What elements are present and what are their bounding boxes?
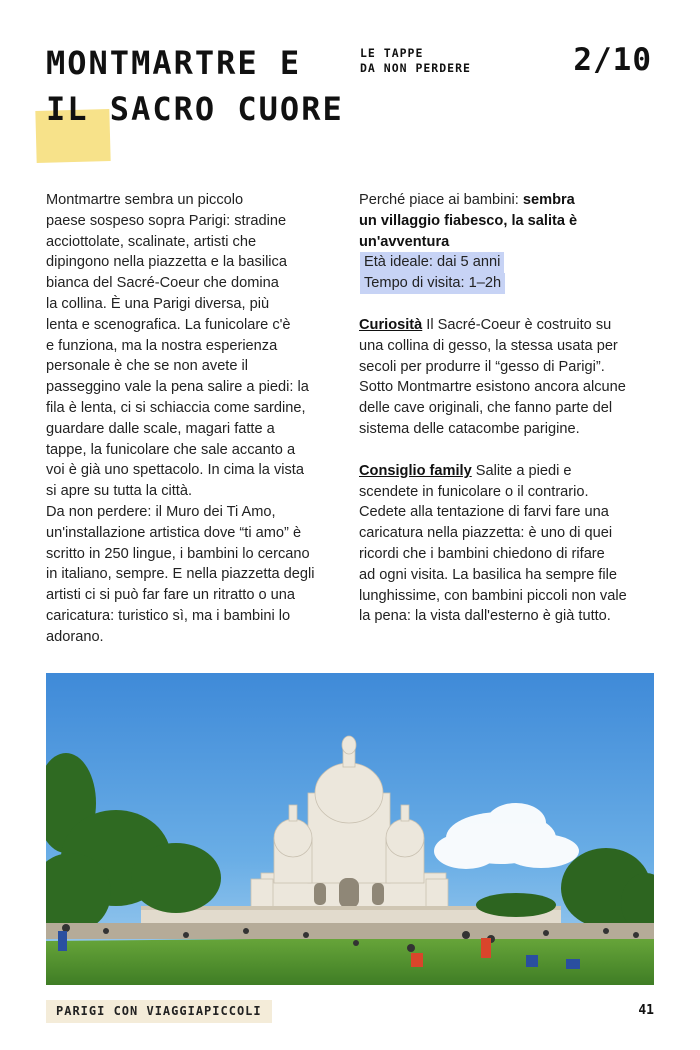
section-label-line-2: DA NON PERDERE bbox=[360, 61, 471, 75]
text-line: caricatura: turistico sì, ma i bambini lo bbox=[46, 607, 291, 624]
section-label bbox=[360, 46, 471, 76]
curiosity-label: Curiosità bbox=[359, 316, 423, 333]
sacre-coeur-photo bbox=[46, 673, 654, 985]
curiosity-line: Sotto Montmartre esistono ancora alcune bbox=[359, 379, 626, 396]
text-line: paese sospeso sopra Parigi: stradine bbox=[46, 212, 287, 229]
text-line: fila è lenta, ci si schiaccia come sardine, bbox=[46, 399, 306, 416]
text-line: voi è già uno spettacolo. In cima la vista bbox=[46, 462, 304, 479]
tip-line: ad ogni visita. La basilica ha sempre file bbox=[359, 566, 617, 583]
title-line-2: IL SACRO CUORE bbox=[46, 90, 344, 128]
tip-line: Consiglio family Salite a piedi e bbox=[359, 462, 572, 479]
ideal-age-badge: Età ideale: dai 5 anni bbox=[360, 252, 504, 273]
stage-counter: 2/10 bbox=[573, 42, 652, 78]
tip-line: Cedete alla tentazione di farvi fare una bbox=[359, 504, 609, 521]
text-line: e funziona, ma la nostra esperienza bbox=[46, 337, 278, 354]
tip-line: caricatura nella piazzetta: è uno di quei bbox=[359, 525, 613, 542]
why-kids-like-it bbox=[359, 190, 659, 211]
why-reason-line: un villaggio fiabesco, la salita è bbox=[359, 212, 578, 229]
page-title bbox=[46, 40, 344, 132]
title-line-1: MONTMARTRE E bbox=[46, 44, 302, 82]
tip-line: lunghissime, con bambini piccoli non vale bbox=[359, 587, 627, 604]
visit-time-badge: Tempo di visita: 1–2h bbox=[360, 273, 505, 294]
curiosity-line: una collina di gesso, la stessa usata per bbox=[359, 337, 618, 354]
why-intro: Perché piace ai bambini: bbox=[359, 192, 523, 208]
why-reason-line: sembra bbox=[522, 192, 575, 208]
text-line: passeggino vale la pena salire a piedi: la bbox=[46, 379, 309, 396]
text-line: tappe, la funicolare che sale accanto a bbox=[46, 441, 296, 458]
text-line: scritto in 250 lingue, i bambini lo cercano bbox=[46, 545, 310, 562]
text-line: in italiano, sempre. E nella piazzetta degli bbox=[46, 566, 315, 583]
intro-text-column bbox=[46, 190, 342, 648]
text-line: artisti ci si può far fare un ritratto o una bbox=[46, 587, 296, 604]
text-line: dipingono nella piazzetta e la basilica bbox=[46, 254, 287, 271]
text-line: lenta e scenografica. La funicolare c'è bbox=[46, 316, 291, 333]
text-line: la collina. È una Parigi diversa, più bbox=[46, 295, 270, 312]
family-tip-label: Consiglio family bbox=[359, 462, 472, 479]
info-column bbox=[359, 190, 659, 627]
section-label-line-1: LE TAPPE bbox=[360, 46, 424, 60]
text-line: acciottolate, scalinate, artisti che bbox=[46, 233, 257, 250]
tip-line: scendete in funicolare o il contrario. bbox=[359, 483, 589, 500]
book-title-badge: PARIGI CON VIAGGIAPICCOLI bbox=[46, 1000, 272, 1023]
curiosity-line: secoli per produrre il “gesso di Parigi”. bbox=[359, 358, 605, 375]
text-line: adorano. bbox=[46, 628, 104, 645]
why-reason-line: un'avventura bbox=[359, 233, 450, 250]
curiosity-line: Curiosità Il Sacré-Coeur è costruito su bbox=[359, 316, 612, 333]
tip-line: ricordi che i bambini chiedono di rifare bbox=[359, 545, 605, 562]
text-line: guardare dalle scale, magari fatte a bbox=[46, 420, 275, 437]
text-line: un'installazione artistica dove “ti amo” è bbox=[46, 524, 302, 541]
text-line: Da non perdere: il Muro dei Ti Amo, bbox=[46, 503, 276, 520]
text-line: Montmartre sembra un piccolo bbox=[46, 192, 244, 208]
text-line: personale è che se non avete il bbox=[46, 358, 249, 375]
curiosity-line: sistema delle catacombe parigine. bbox=[359, 420, 580, 437]
tip-line: la pena: la vista dall'esterno è già tutto. bbox=[359, 608, 611, 625]
page-number: 41 bbox=[638, 1003, 654, 1018]
text-line: si apre su tutta la città. bbox=[46, 483, 193, 500]
curiosity-line: delle cave originali, che fanno parte del bbox=[359, 400, 613, 417]
text-line: bianca del Sacré-Coeur che domina bbox=[46, 275, 279, 292]
